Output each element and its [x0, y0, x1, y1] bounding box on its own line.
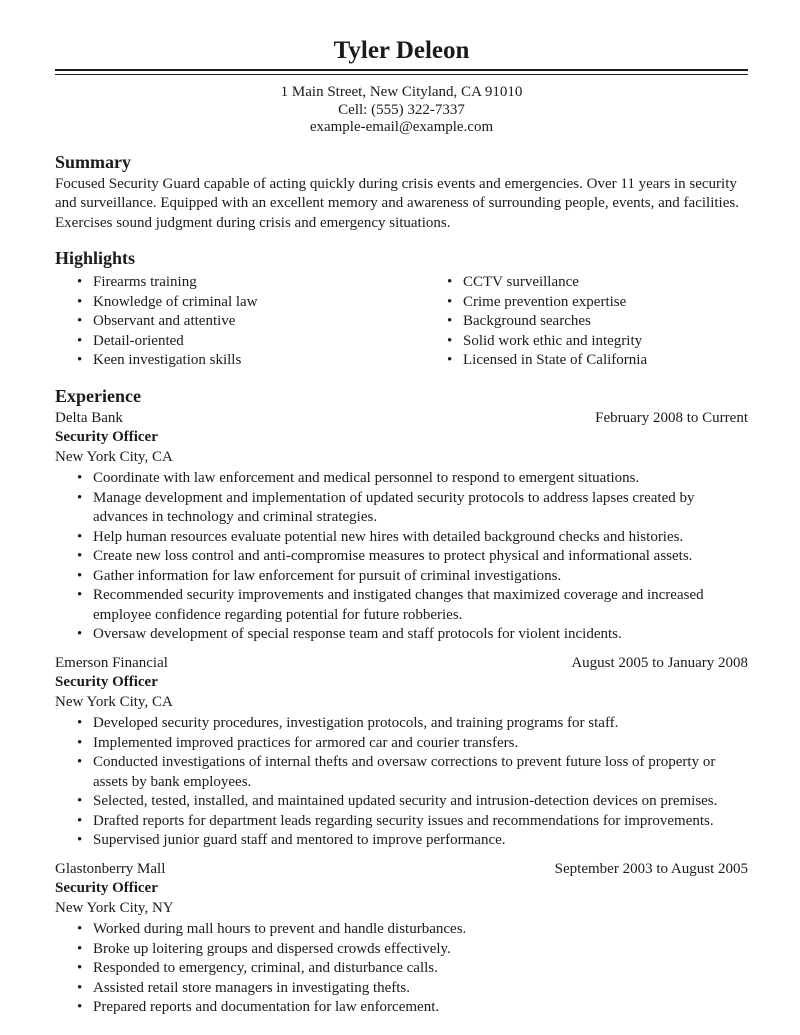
summary-section: [55, 151, 748, 234]
highlight-item: • Knowledge of criminal law: [75, 293, 425, 313]
job-company: Glastonberry Mall: [55, 860, 166, 877]
job-location: New York City, CA: [55, 693, 173, 710]
job-company: Emerson Financial: [55, 654, 168, 671]
job-bullet-list: [75, 920, 748, 1018]
job-bullet: • Broke up loitering groups and dispersed crowds effectively.: [75, 940, 748, 960]
contact-address: 1 Main Street, New Cityland, CA 91010: [280, 84, 523, 100]
highlight-item: • CCTV surveillance: [445, 273, 748, 293]
job-bullet: • Oversaw development of special response team and staff protocols for violent incidents.: [75, 625, 748, 645]
job-bullet: • Coordinate with law enforcement and medical personnel to respond to emergent situations.: [75, 469, 748, 489]
job-location: New York City, CA: [55, 448, 173, 465]
job-location: New York City, NY: [55, 899, 174, 916]
highlight-item: • Detail-oriented: [75, 332, 425, 352]
job-entry: [55, 654, 748, 851]
highlights-column-right: [445, 273, 748, 371]
job-entry: [55, 409, 748, 645]
job-company: Delta Bank: [55, 409, 123, 426]
resume-header: [55, 36, 748, 137]
highlight-item: • Licensed in State of California: [445, 351, 748, 371]
highlights-heading: Highlights: [55, 248, 136, 268]
job-bullet: • Create new loss control and anti-compromise measures to protect physical and informational assets.: [75, 547, 748, 567]
job-entry: [55, 860, 748, 1018]
job-header: [55, 409, 748, 429]
job-title: Security Officer: [55, 429, 158, 445]
job-header: [55, 654, 748, 674]
job-bullet: • Implemented improved practices for armored car and courier transfers.: [75, 734, 748, 754]
job-bullet: • Recommended security improvements and instigated changes that maximized coverage and increased employee confidence regarding potential for future robberies.: [75, 586, 748, 625]
highlights-section: [55, 247, 748, 371]
highlight-item: • Background searches: [445, 312, 748, 332]
experience-section: [55, 385, 748, 1018]
job-bullet: • Gather information for law enforcement for pursuit of criminal investigations.: [75, 567, 748, 587]
header-divider: [55, 69, 748, 75]
contact-email: example-email@example.com: [309, 119, 494, 135]
highlight-item: • Crime prevention expertise: [445, 293, 748, 313]
job-bullet: • Manage development and implementation of updated security protocols to address lapses created by advances in technology and criminal strategies.: [75, 489, 748, 528]
job-dates: September 2003 to August 2005: [554, 860, 748, 877]
highlights-column-left: [75, 273, 425, 371]
highlight-item: • Observant and attentive: [75, 312, 425, 332]
job-bullet-list: [75, 714, 748, 851]
job-bullet: • Responded to emergency, criminal, and disturbance calls.: [75, 959, 748, 979]
job-bullet: • Drafted reports for department leads regarding security issues and recommendations for improvements.: [75, 812, 748, 832]
job-title: Security Officer: [55, 880, 158, 896]
candidate-name: Tyler Deleon: [333, 37, 470, 64]
highlight-item: • Solid work ethic and integrity: [445, 332, 748, 352]
highlight-item: • Firearms training: [75, 273, 425, 293]
job-bullet: • Developed security procedures, investigation protocols, and training programs for staff.: [75, 714, 748, 734]
contact-phone: Cell: (555) 322-7337: [338, 101, 465, 118]
highlight-item: • Keen investigation skills: [75, 351, 425, 371]
job-dates: February 2008 to Current: [595, 409, 748, 426]
experience-heading: Experience: [55, 385, 141, 406]
job-bullet: • Selected, tested, installed, and maintained updated security and intrusion-detection devices on premises.: [75, 792, 748, 812]
job-dates: August 2005 to January 2008: [571, 654, 748, 671]
job-bullet-list: [75, 469, 748, 645]
job-bullet: • Worked during mall hours to prevent and handle disturbances.: [75, 920, 748, 940]
job-bullet: • Supervised junior guard staff and mentored to improve performance.: [75, 831, 748, 851]
summary-heading: Summary: [55, 151, 131, 172]
contact-block: [55, 84, 748, 137]
job-bullet: • Prepared reports and documentation for law enforcement.: [75, 998, 748, 1018]
summary-text: Focused Security Guard capable of acting quickly during crisis events and emergencies. Over 11 years in security and surveillance. Equipped with an excellent memory and awareness of surrounding people, events, and facilities. Exercises sound judgment during crisis and emergency situations.: [55, 175, 739, 231]
highlights-columns: [55, 271, 748, 371]
job-bullet: • Conducted investigations of internal thefts and oversaw corrections to prevent future loss of property or assets by bank employees.: [75, 753, 748, 792]
job-bullet: • Assisted retail store managers in investigating thefts.: [75, 979, 748, 999]
job-title: Security Officer: [55, 674, 158, 690]
job-header: [55, 860, 748, 880]
job-bullet: • Help human resources evaluate potential new hires with detailed background checks and histories.: [75, 528, 748, 548]
